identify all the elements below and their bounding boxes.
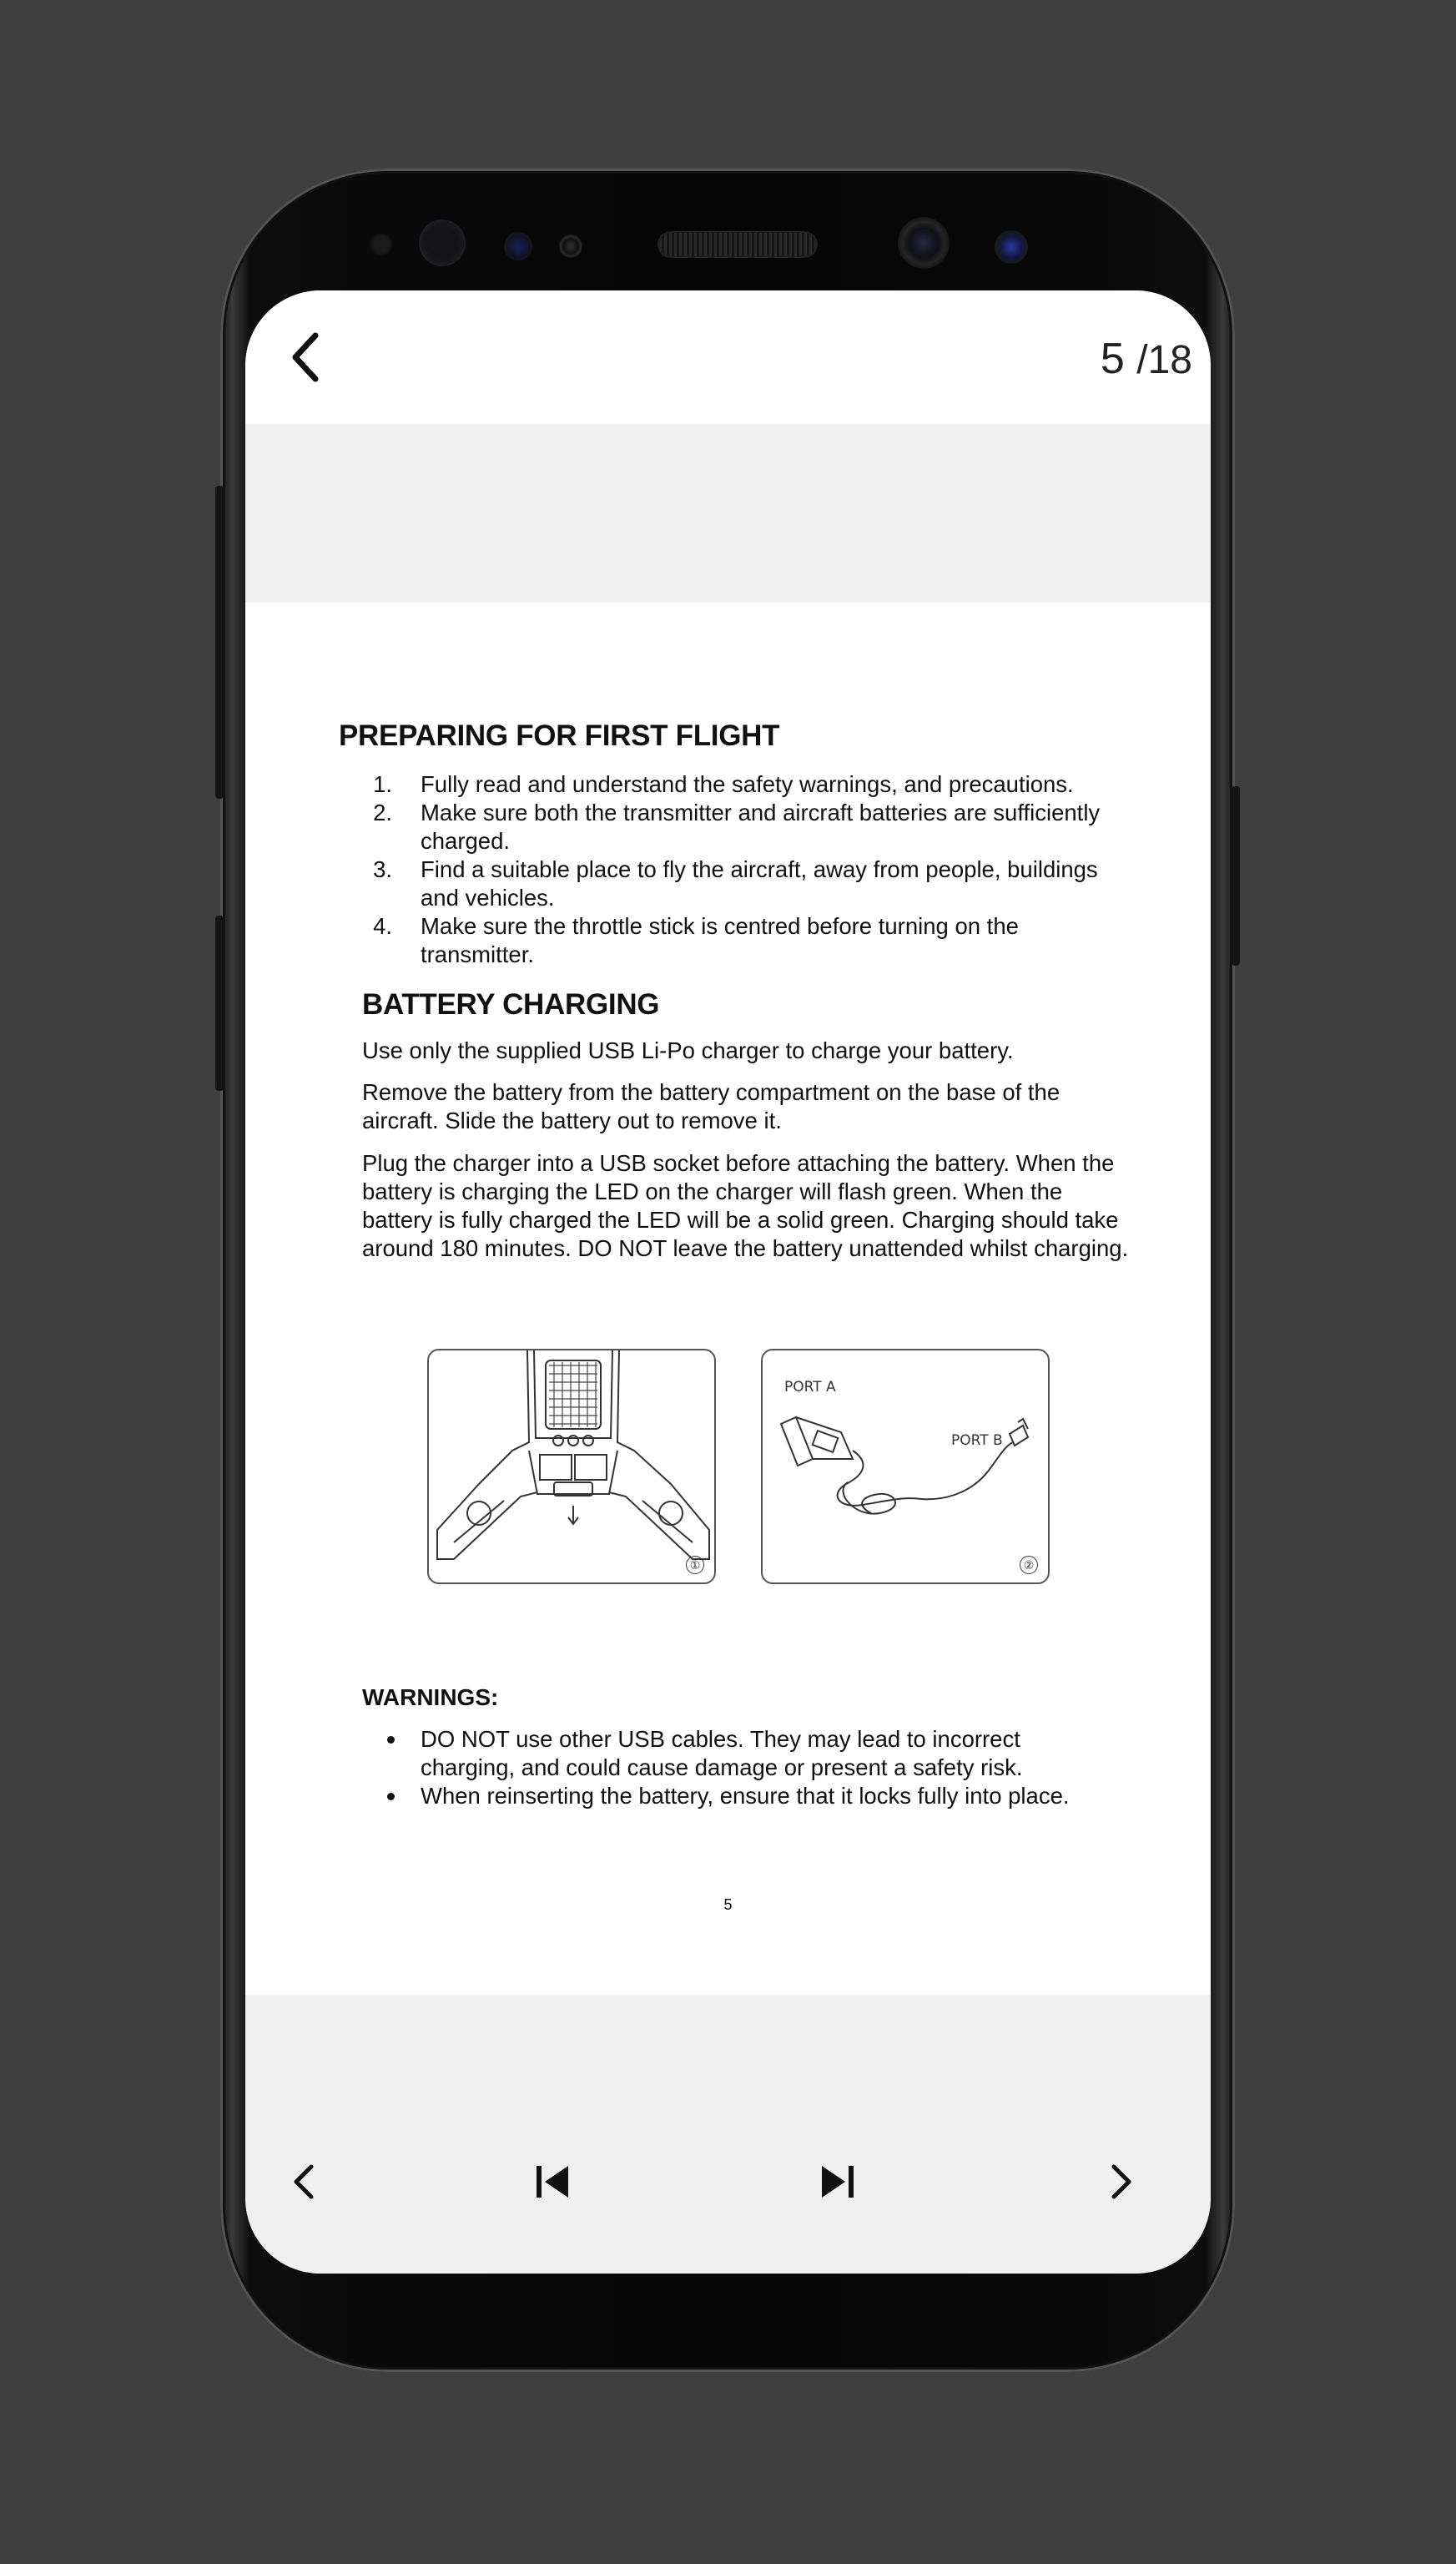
- skip-to-first-icon: [533, 2163, 572, 2201]
- bottom-navigation: [245, 2140, 1211, 2274]
- battery-compartment-figure: [427, 1349, 716, 1584]
- volume-button: [215, 486, 224, 799]
- iris-camera: [995, 230, 1028, 264]
- chevron-left-icon: [291, 2163, 316, 2200]
- figure-number: ②: [1020, 1556, 1038, 1574]
- heading-preparing: PREPARING FOR FIRST FLIGHT: [339, 719, 780, 752]
- chevron-left-icon: [289, 332, 322, 382]
- figure-number: ①: [686, 1556, 704, 1574]
- prev-page-button[interactable]: [270, 2140, 337, 2223]
- total-pages: /18: [1136, 338, 1192, 382]
- pdf-page: PREPARING FOR FIRST FLIGHT 1. Fully read and understand the safety warnings, and precautions. 2. Make sure both the transmitter and aircraft batteries are sufficiently charged. 3. Find a suitable place to fly the aircraft, away from people, buildings and vehicles. 4. Make sure the throttle stick is centred before turning on the transmitter. BATTERY CHARGING Use only the supplied USB Li-Po charger to charge your battery. Remove the battery from the battery compartment on the base of the aircraft. Slide the battery out to remove it. Plug the charger into a USB socket before attaching the battery. When the battery is charging the LED on the charger will flash green. When the battery is fully charged the LED will be a solid green. Charging should take around 180 minutes. DO NOT leave the battery unattended whilst charging. ① PORT A PORT B ② WARNINGS: DO NOT use other USB cables. They may lead to incorrect charging, and could cause damage or present a safety risk. When reinserting the battery, ensure that it locks fully into place. 5: [245, 603, 1211, 1995]
- front-camera: [898, 217, 950, 269]
- heading-battery: BATTERY CHARGING: [362, 988, 660, 1021]
- usb-charger-figure: [761, 1349, 1050, 1584]
- screen: [245, 290, 1211, 2274]
- drone-underside-illustration: [429, 1350, 716, 1584]
- last-page-button[interactable]: [804, 2140, 871, 2223]
- current-page: 5: [1100, 335, 1125, 383]
- iris-sensor: [419, 220, 466, 266]
- pdf-page-number: 5: [723, 1896, 733, 1913]
- top-bar: [245, 290, 1211, 424]
- proximity-sensor: [370, 233, 393, 256]
- led-sensor: [559, 235, 582, 258]
- skip-to-last-icon: [819, 2163, 857, 2201]
- warnings-title: WARNINGS:: [362, 1684, 499, 1710]
- next-page-button[interactable]: [1088, 2140, 1155, 2223]
- port-a-label: PORT A: [784, 1379, 836, 1396]
- power-button: [1232, 786, 1240, 966]
- earpiece-speaker: [659, 233, 816, 256]
- paragraph: Remove the battery from the battery compartment on the base of the aircraft. Slide the battery out to remove it.: [362, 1079, 1061, 1133]
- first-page-button[interactable]: [519, 2140, 586, 2223]
- bullet-icon: [387, 1793, 395, 1800]
- port-b-label: PORT B: [951, 1432, 1003, 1449]
- paragraph: Plug the charger into a USB socket before attaching the battery. When the battery is charging the LED on the charger will flash green. When the battery is fully charged the LED will be a solid green. Charging should take around 180 minutes. DO NOT leave the battery unattended whilst charging.: [362, 1150, 1129, 1261]
- light-sensor: [504, 232, 532, 260]
- page-indicator: [1101, 334, 1192, 384]
- paragraph: Use only the supplied USB Li-Po charger to charge your battery.: [362, 1037, 1014, 1063]
- back-button[interactable]: [279, 331, 332, 384]
- bixby-button: [215, 916, 224, 1091]
- bullet-icon: [387, 1736, 395, 1744]
- chevron-right-icon: [1109, 2163, 1134, 2200]
